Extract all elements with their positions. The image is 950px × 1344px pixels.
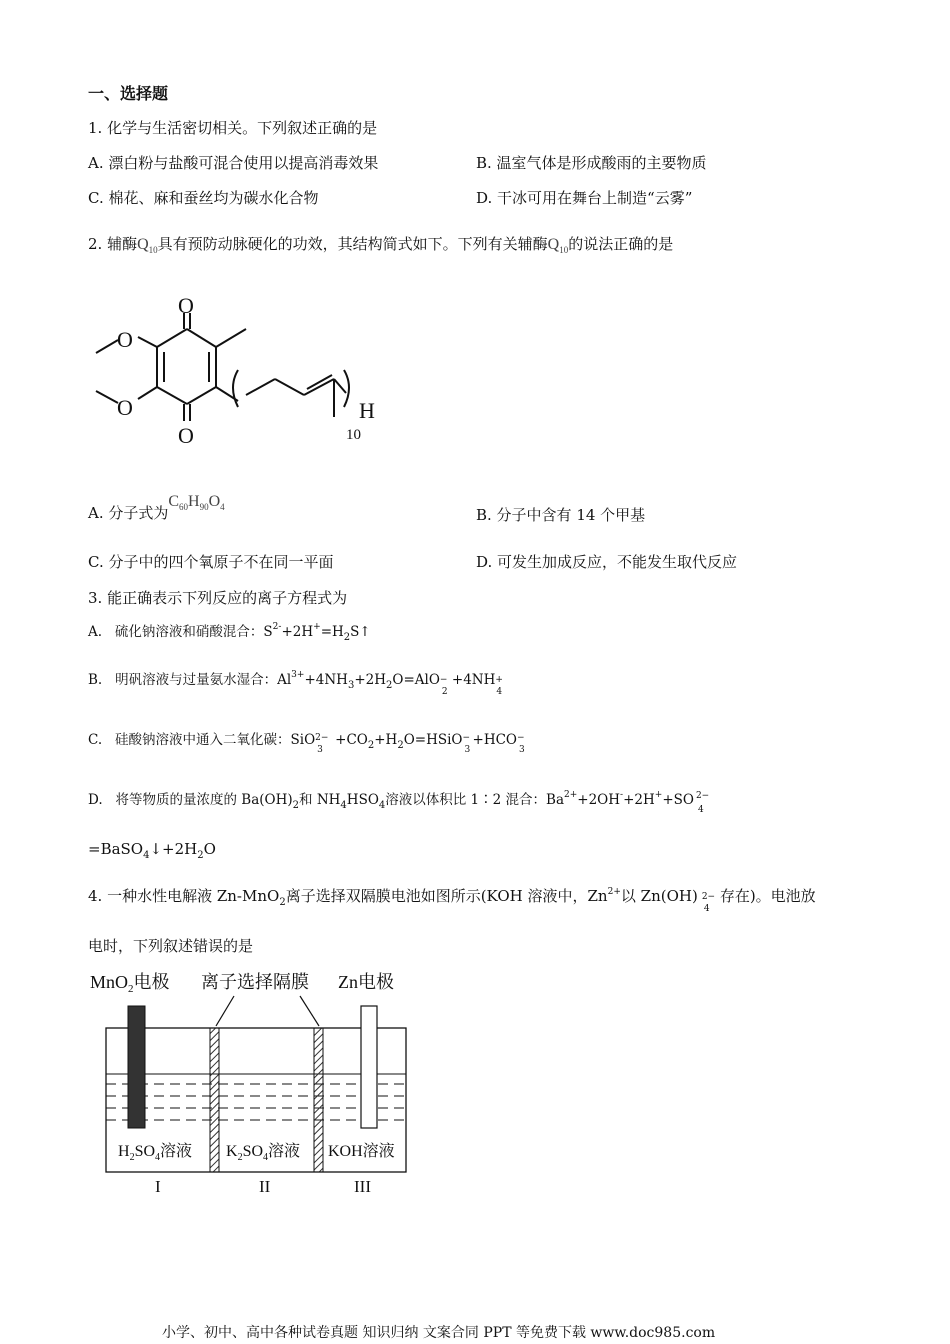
membrane-right xyxy=(314,1028,323,1172)
q2-stem xyxy=(88,234,673,260)
o-methoxy-1-label: O xyxy=(117,327,133,352)
h2so4-solution-label: $H_2SO_4$溶液 xyxy=(118,1143,193,1163)
q1-option-c: C. 棉花、麻和蚕丝均为碳水化合物 xyxy=(88,189,319,207)
membrane-label: 离子选择隔膜 xyxy=(201,972,309,992)
q3-option-b: B. 明矾溶液与过量氨水湿合：$Al^{3+}+4NH_3+2H_2O=AlO$ − 2 +4NH + 4 xyxy=(88,670,503,697)
q2-stem-mid: 具有预防动脉硬化的功效，其结构简式如下。下列有关辅酶 xyxy=(157,235,548,253)
coenzyme-q10-structure xyxy=(88,285,408,465)
zn-electrode-label: Zn电极 xyxy=(338,972,394,992)
o-top-label: O xyxy=(178,293,194,318)
q3-option-d-line2: $=BaSO_4↓+2H_2O$ xyxy=(88,840,216,861)
h-end-label: H xyxy=(359,398,375,423)
mno2-electrode xyxy=(128,1006,145,1128)
q4-stem-line2: 电时，下列叙述错误的是 xyxy=(88,937,254,955)
page-footer: 小学、初中、高中各种试卷真题 知识归纳 文案合同 PPT 等免费下载 www.doc985.com xyxy=(162,1325,716,1341)
q2-option-b: B. 分子中含有 14 个甲基 xyxy=(476,506,646,524)
k2so4-solution-label: $K_2SO_4$溶液 xyxy=(226,1143,301,1163)
zone-2-label: II xyxy=(259,1177,271,1196)
q1-option-b: B. 温室气体是形成酸雨的主要物质 xyxy=(476,154,707,172)
battery-diagram xyxy=(88,964,418,1200)
q10-term: $Q_{10}$ xyxy=(137,236,158,256)
zone-3-label: III xyxy=(354,1177,371,1196)
q10-term-2: $Q_{10}$ xyxy=(547,236,569,256)
membrane-left xyxy=(210,1028,219,1172)
q2-option-d: D. 可发生加成反应，不能发生取代反应 xyxy=(476,553,738,571)
koh-solution-label: KOH溶液 xyxy=(328,1143,395,1160)
q3-stem: 3. 能正确表示下列反应的离子方程式为 xyxy=(88,589,348,607)
mno2-electrode-label: MnO$_2$电极 xyxy=(90,972,170,995)
molecular-formula: $C_{60}H_{90}O_4$ xyxy=(168,493,225,513)
o-methoxy-2-label: O xyxy=(117,395,133,420)
q3-option-c: C. 硅酸钠溶液中通入二氧化碳：SiO 2− 3 $+CO_2+H_2O=HSiO$ − 3 +HCO − 3 xyxy=(88,732,525,755)
q2-option-a: A. 分子式为$C_{60}H_{90}O_4$ xyxy=(88,493,225,522)
q2-option-c: C. 分子中的四个氧原子不在同一平面 xyxy=(88,553,334,571)
q1-option-a: A. 漂白粉与盐酸可混合使用以提高消毒效果 xyxy=(88,154,379,172)
q1-option-d: D. 干冰可用在舞台上制造“云雾” xyxy=(476,189,693,207)
q4-stem-line1: 4. 一种水性电解液 Zn-MnO$_2$离子选择双隔膜电池如图所示(KOH 溶液中，$Zn^{2+}$以 Zn(OH) 2− 4 存在)。电池放 xyxy=(88,887,816,914)
q3-option-d: D. 将等物质的量浓度的 $Ba(OH)_2$和 $NH_4HSO_4$溶液以体积比 1∶2 混合：$Ba^{2+}+2OH^-+2H^++SO$ 2− 4 xyxy=(88,790,710,815)
zn-electrode xyxy=(361,1006,377,1128)
q2-stem-post: 的说法正确的是 xyxy=(568,235,674,253)
section-title: 一、选择题 xyxy=(88,84,169,103)
repeat-count-label: 10 xyxy=(346,427,361,443)
q1-stem: 1. 化学与生活密切相关。下列叙述正确的是 xyxy=(88,119,378,137)
q2-stem-pre: 2. 辅酶 xyxy=(88,235,138,253)
q3-option-a: A. 硫化钠溶液和硝酸混合：$S^{2-}+2H^+=H_2S↑$ xyxy=(88,622,371,643)
zone-1-label: I xyxy=(155,1177,161,1196)
o-bottom-label: O xyxy=(178,423,194,448)
